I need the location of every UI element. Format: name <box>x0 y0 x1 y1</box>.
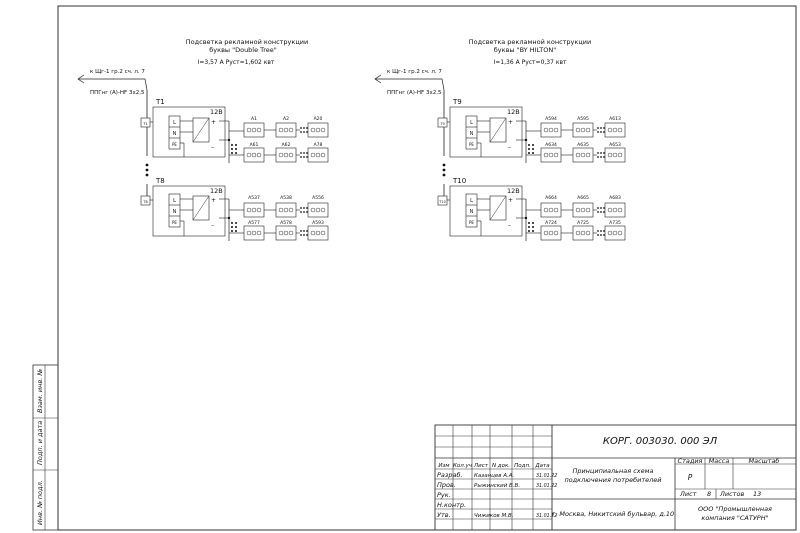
terminal-n-t8: N <box>172 209 177 215</box>
sign-date: 31.01.22 <box>536 474 558 479</box>
unit-name-t8: T8 <box>156 177 165 185</box>
fixture-row-t1-1 <box>244 116 328 137</box>
role-label: Пров. <box>437 481 456 489</box>
fixture-label: А538 <box>280 196 292 201</box>
fixture-label: А724 <box>545 221 557 226</box>
stage-value: Р <box>687 473 693 482</box>
left-title-1: Подсветка рекламной конструкции <box>185 38 309 46</box>
terminal-l-t8: L <box>173 198 176 204</box>
sign-date: 31.01.22 <box>536 514 558 519</box>
svg-text:–: – <box>211 222 214 229</box>
side-stamp-sign: Подп. и дата <box>36 420 44 465</box>
fixture-label: А578 <box>280 221 292 226</box>
fixture-label: А20 <box>313 117 323 122</box>
unit-voltage-t1: 12В <box>210 108 223 116</box>
fixture-label: А664 <box>545 196 557 201</box>
right-title-2: буквы "BY HILTON" <box>493 46 557 54</box>
transformer-unit-t8 <box>141 177 328 241</box>
unit-voltage-t9: 12В <box>507 108 520 116</box>
terminal-n-t1: N <box>172 131 177 137</box>
fixture-label: А653 <box>609 143 621 148</box>
fixture-label: А665 <box>577 196 589 201</box>
doc-code: КОРГ. 003030. 000 ЭЛ <box>602 436 718 447</box>
sign-date: 31.01.22 <box>536 484 558 489</box>
terminal-l-t1: L <box>173 120 176 126</box>
sheet-title-2: подключения потребителей <box>564 476 662 484</box>
right-cable: ППГнг (А)-HF 3х2,5 <box>387 90 442 96</box>
sheet-title-1: Принципиальная схема <box>572 467 654 475</box>
outer-frame <box>58 6 796 530</box>
fixture-row-t1-2 <box>244 142 328 162</box>
terminal-n-t9: N <box>469 131 474 137</box>
right-source: к Щг-1 гр.2 сч. л. 7 <box>387 69 442 75</box>
fixture-label: А593 <box>312 221 324 226</box>
fixture-label: А78 <box>313 143 323 148</box>
left-title-2: буквы "Double Tree" <box>209 46 277 54</box>
fixture-label: А537 <box>248 196 260 201</box>
left-cable: ППГнг (А)-HF 3х2,5 <box>90 90 145 96</box>
title-block <box>435 425 796 530</box>
left-source: к Щг-1 гр.2 сч. л. 7 <box>90 69 145 75</box>
fixture-label: А634 <box>545 143 557 148</box>
fixture-label: А735 <box>609 221 621 226</box>
fixture-label: А2 <box>283 117 289 122</box>
transformer-unit-t9 <box>438 98 625 163</box>
unit-voltage-t10: 12В <box>507 187 520 195</box>
side-stamp-replace: Взам. инв. № <box>36 368 44 413</box>
col-header: N док. <box>491 463 511 469</box>
sheet-label: Лист <box>680 490 697 498</box>
unit-name-t10: T10 <box>453 177 467 185</box>
org-name-1: ООО "Промышленная <box>698 505 772 513</box>
svg-text:+: + <box>211 197 217 204</box>
right-params: I=1,36 А Pуст=0,37 квт <box>493 59 567 66</box>
fixture-label: А577 <box>248 221 260 226</box>
mass-label: Масса <box>708 457 730 465</box>
fixture-row-t9-2 <box>541 142 625 162</box>
circuit-by-hilton <box>375 38 625 241</box>
fixture-label: А594 <box>545 117 557 122</box>
terminal-pe-t9: PE <box>469 142 474 147</box>
circuit-double-tree <box>78 38 328 241</box>
role-label: Утв. <box>437 511 451 519</box>
fixture-label: А1 <box>251 117 257 122</box>
svg-text:+: + <box>508 197 514 204</box>
feeder-tag-t1: Т1 <box>143 122 148 126</box>
side-stamp <box>33 365 58 530</box>
fixture-label: А613 <box>609 117 621 122</box>
col-header: Изм <box>438 463 450 469</box>
side-stamp-inv: Инв. № подл. <box>36 480 44 525</box>
sheet-value: 8 <box>707 490 712 498</box>
terminal-l-t9: L <box>470 120 473 126</box>
feeder-tag-t8: Т8 <box>143 200 148 204</box>
signer-name: Казанцев А.А. <box>474 473 515 479</box>
signer-name: Чижиков М.В. <box>474 513 514 519</box>
terminal-pe-t1: PE <box>172 142 177 147</box>
transformer-unit-t1 <box>141 98 328 163</box>
fixture-label: А635 <box>577 143 589 148</box>
col-header: Кол.уч <box>452 463 473 469</box>
fixture-row-t9-1 <box>541 116 625 137</box>
unit-name-t1: T1 <box>156 98 165 106</box>
feeder-tag-t9: Т9 <box>440 122 445 126</box>
unit-voltage-t8: 12В <box>210 187 223 195</box>
fixture-row-t8-1 <box>244 195 328 217</box>
terminal-pe-t10: PE <box>469 220 474 225</box>
svg-text:–: – <box>508 222 511 229</box>
fixture-row-t10-1 <box>541 195 625 217</box>
unit-name-t9: T9 <box>453 98 462 106</box>
svg-text:–: – <box>211 144 214 151</box>
terminal-l-t10: L <box>470 198 473 204</box>
col-header: Дата <box>535 463 550 469</box>
left-params: I=3,57 А Pуст=1,602 квт <box>197 59 275 66</box>
sheets-value: 13 <box>753 490 762 498</box>
org-name-2: компания "САТУРН" <box>701 514 769 522</box>
role-label: Н.контр. <box>437 501 467 509</box>
fixture-label: А725 <box>577 221 589 226</box>
transformer-unit-t10 <box>438 177 625 241</box>
role-label: Рук. <box>437 491 451 499</box>
feeder-tag-t10: Т10 <box>439 200 446 204</box>
scale-label: Масштаб <box>748 457 780 465</box>
fixture-label: А61 <box>249 143 259 148</box>
terminal-pe-t8: PE <box>172 220 177 225</box>
svg-text:+: + <box>508 119 514 126</box>
fixture-label: А683 <box>609 196 621 201</box>
fixture-row-t8-2 <box>244 220 328 240</box>
stage-label: Стадия <box>677 457 703 465</box>
fixture-label: А595 <box>577 117 589 122</box>
signer-name: Рыжинский В.В. <box>474 483 521 489</box>
object-address: г. Москва, Никитский бульвар, д.10 <box>551 510 675 518</box>
svg-text:–: – <box>508 144 511 151</box>
fixture-row-t10-2 <box>541 220 625 240</box>
terminal-n-t10: N <box>469 209 474 215</box>
col-header: Подп. <box>514 463 531 469</box>
col-header: Лист <box>474 463 488 469</box>
right-title-1: Подсветка рекламной конструкции <box>468 38 592 46</box>
role-label: Разраб. <box>437 471 463 479</box>
sheets-label: Листов <box>720 490 745 498</box>
fixture-label: А62 <box>281 143 291 148</box>
fixture-label: А556 <box>312 196 324 201</box>
svg-text:+: + <box>211 119 217 126</box>
